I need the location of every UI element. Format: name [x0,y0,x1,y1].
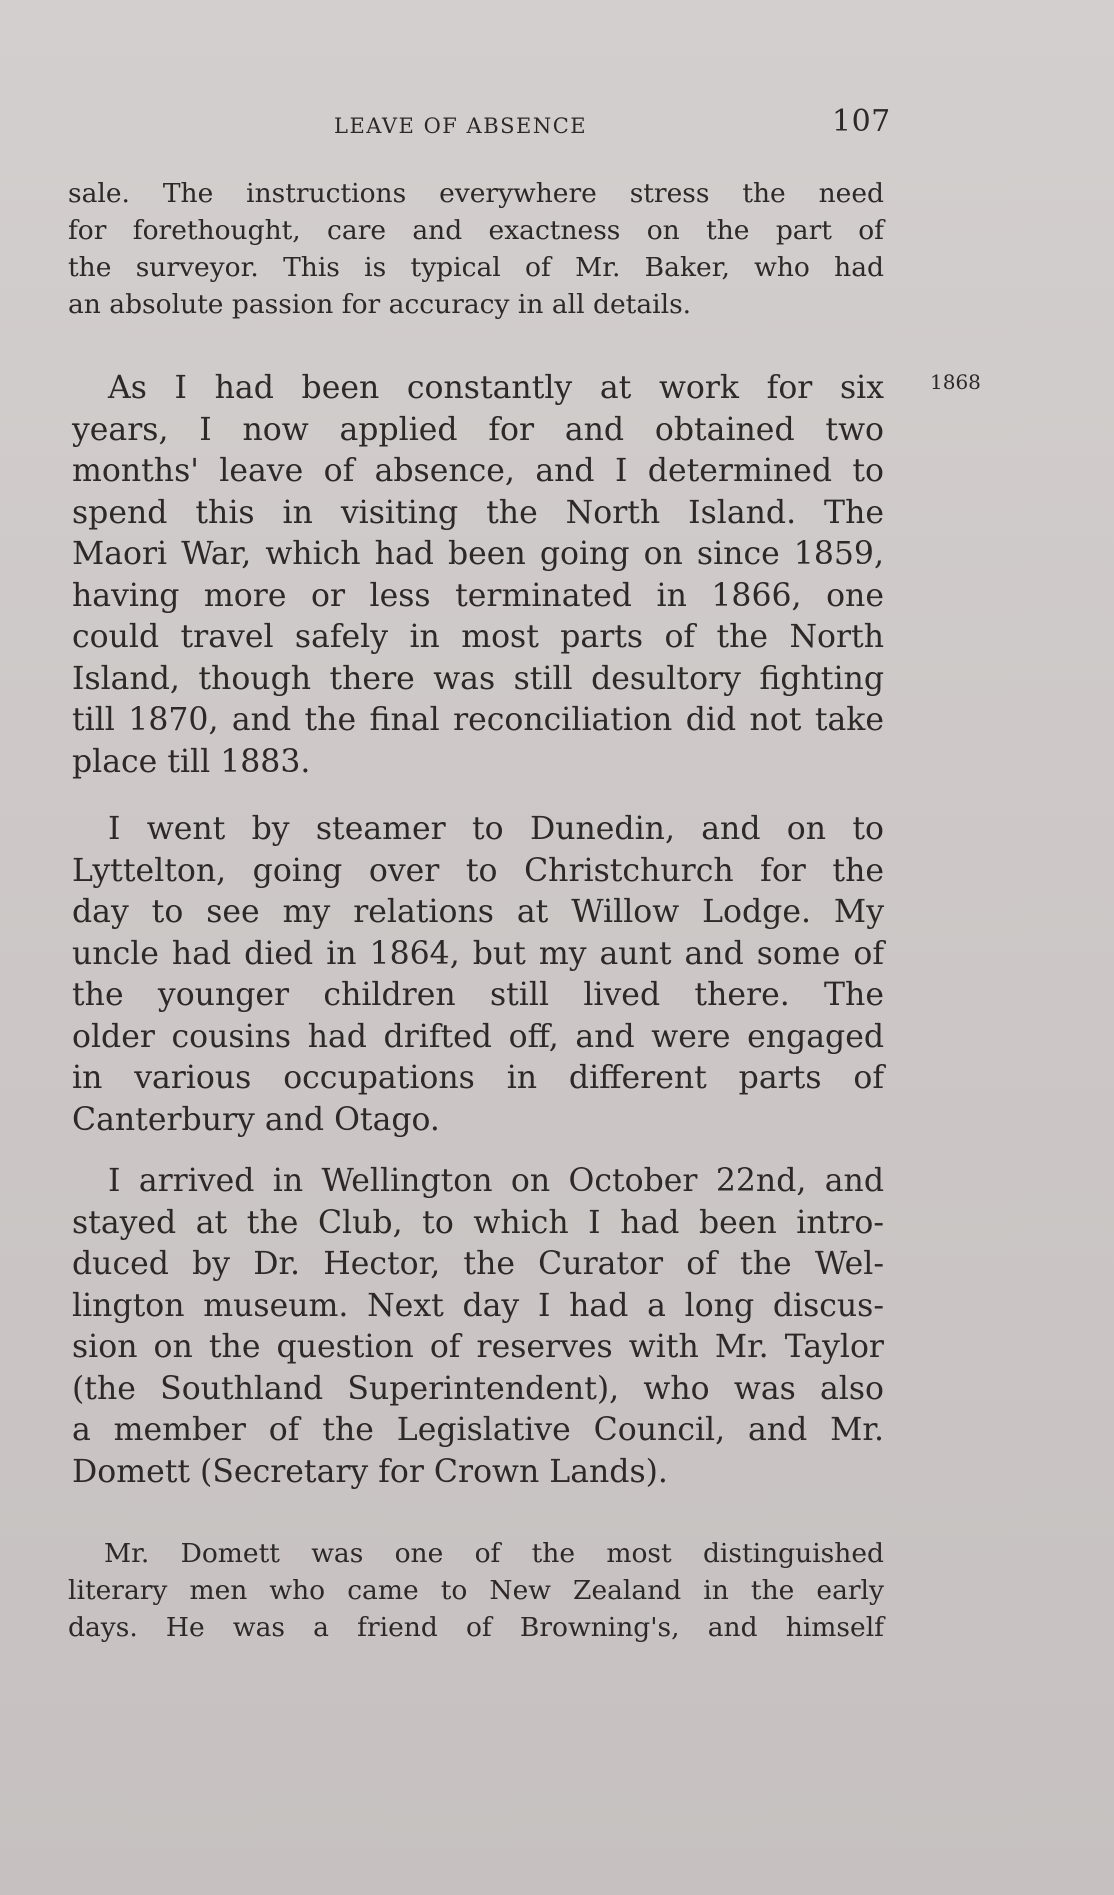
text-line: having more or less terminated in 1866, one [72,577,884,614]
margin-note-year: 1868 [930,370,981,394]
text-line: Island, though there was still desultory fighting [72,660,884,697]
text-line: the surveyor. This is typical of Mr. Baker, who had [68,252,884,283]
text-line: duced by Dr. Hector, the Curator of the Wel- [72,1246,884,1282]
text-line: stayed at the Club, to which I had been intro- [72,1204,884,1241]
text-line: place till 1883. [72,743,311,780]
text-line: sale. The instructions everywhere stress the need [68,178,884,209]
text-line: older cousins had drifted off, and were engaged [72,1018,884,1055]
text-line: could travel safely in most parts of the North [72,619,884,655]
text-line: As I had been constantly at work for six [108,370,884,406]
text-line: till 1870, and the final reconciliation did not take [72,702,884,738]
paragraph-4 [72,1161,884,1493]
text-line: the younger children still lived there. The [72,977,884,1013]
text-line: days. He was a friend of Browning's, and himself [68,1612,884,1643]
text-line: months' leave of absence, and I determined to [72,453,884,489]
text-line: (the Southland Superintendent), who was also [72,1370,884,1407]
text-line: Lyttelton, going over to Christchurch for the [72,852,884,889]
text-line: Canterbury and Otago. [72,1101,440,1138]
text-line: in various occupations in different parts of [72,1060,884,1096]
paragraph-1 [68,175,884,323]
text-line: uncle had died in 1864, but my aunt and some of [72,935,884,972]
text-line: I went by steamer to Dunedin, and on to [108,811,884,847]
text-line: sion on the question of reserves with Mr. Taylor [72,1329,884,1365]
text-line: lington museum. Next day I had a long discus- [72,1287,884,1324]
text-line: for forethought, care and exactness on the part of [68,215,884,246]
text-line: Domett (Secretary for Crown Lands). [72,1453,668,1490]
text-line: I arrived in Wellington on October 22nd, and [108,1163,884,1199]
running-header-title: LEAVE OF ABSENCE [334,114,588,138]
paragraph-5 [68,1535,884,1646]
paragraph-3 [72,809,884,1141]
text-line: literary men who came to New Zealand in the early [68,1575,884,1606]
text-line: day to see my relations at Willow Lodge. My [72,894,884,930]
text-line: Maori War, which had been going on since 1859, [72,536,884,572]
text-line: an absolute passion for accuracy in all details. [68,289,692,320]
text-line: a member of the Legislative Council, and Mr. [72,1412,884,1448]
paragraph-2 [72,368,884,783]
text-line: Mr. Domett was one of the most distinguished [104,1538,884,1569]
text-line: years, I now applied for and obtained two [72,411,884,448]
text-line: spend this in visiting the North Island. The [72,494,884,531]
page-number: 107 [832,104,891,139]
